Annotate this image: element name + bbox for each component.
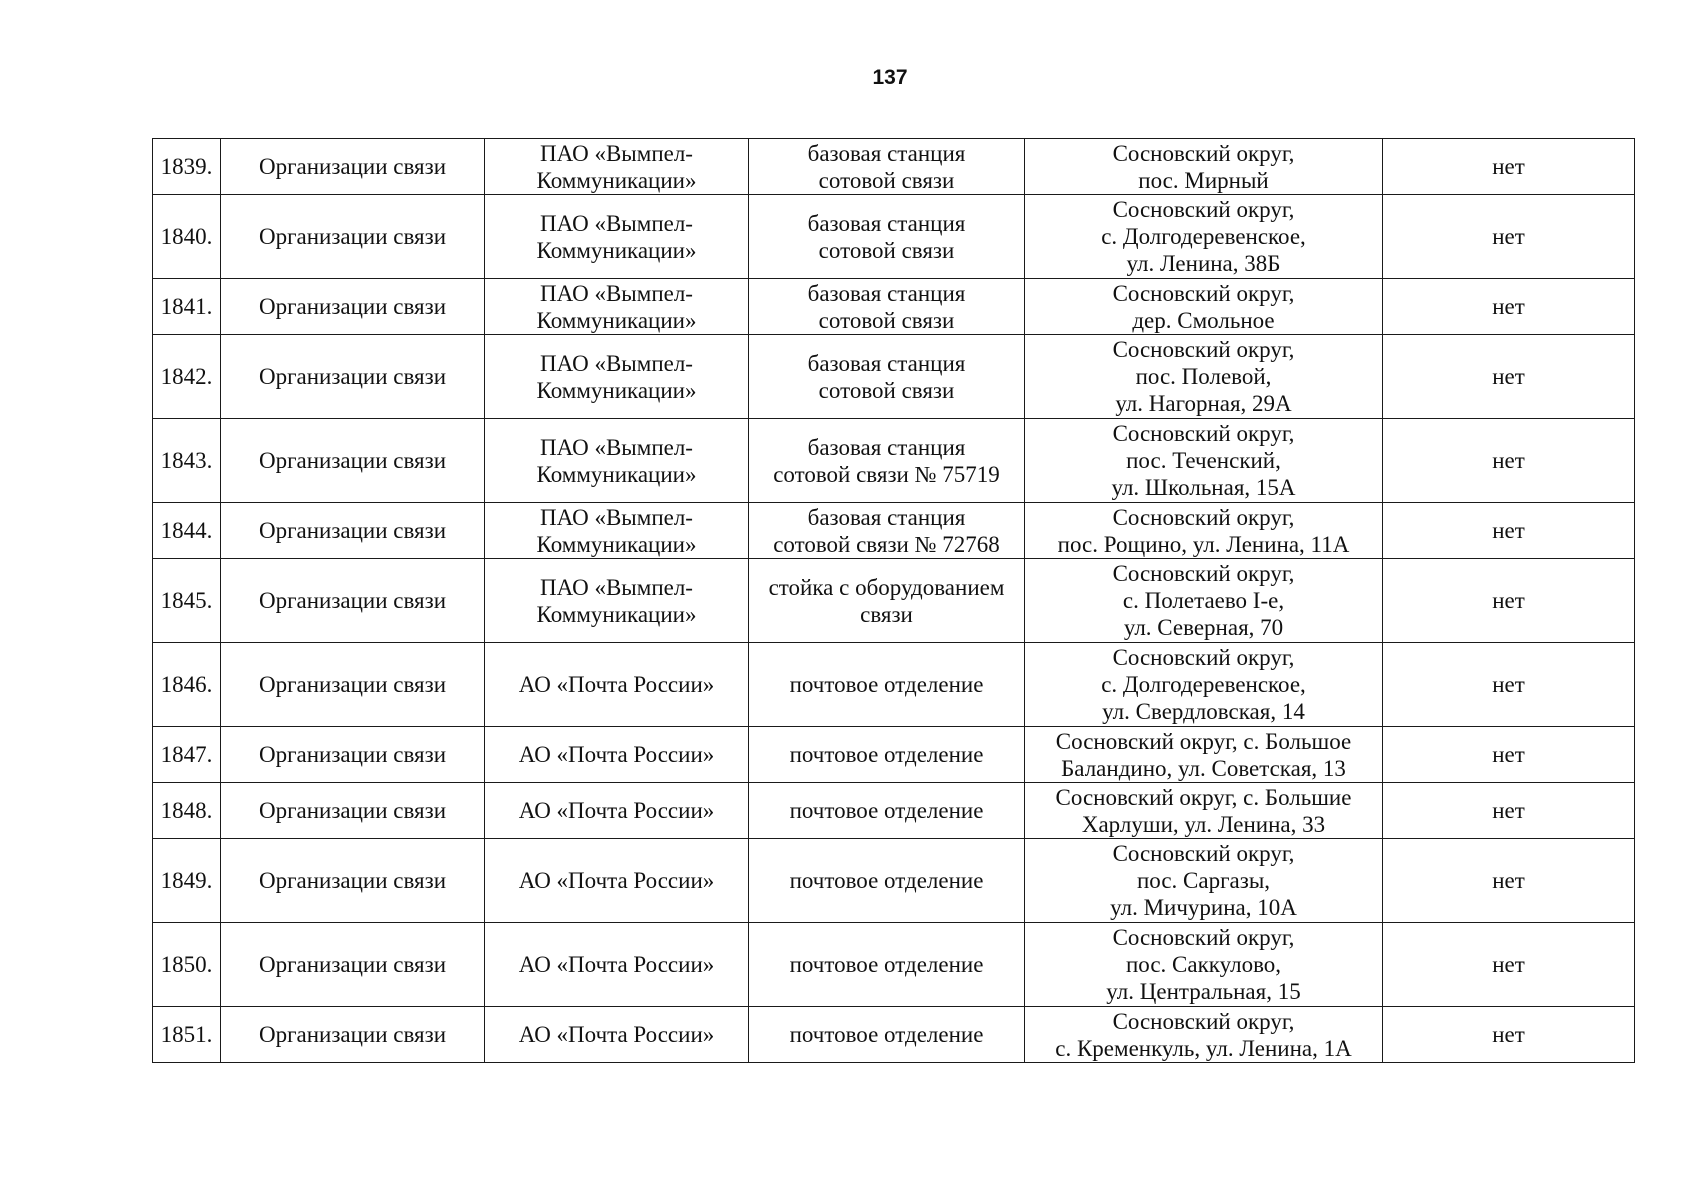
status-cell: нет	[1383, 839, 1635, 923]
object-type-cell: базовая станция сотовой связи	[749, 279, 1025, 335]
category-cell: Организации связи	[221, 195, 485, 279]
organization-cell: ПАО «Вымпел- Коммуникации»	[485, 279, 749, 335]
row-number-cell: 1850.	[153, 923, 221, 1007]
row-number-cell: 1845.	[153, 559, 221, 643]
organization-cell: ПАО «Вымпел- Коммуникации»	[485, 559, 749, 643]
table-row	[153, 139, 1635, 195]
category-cell: Организации связи	[221, 923, 485, 1007]
table-row	[153, 279, 1635, 335]
organization-cell: ПАО «Вымпел- Коммуникации»	[485, 419, 749, 503]
category-cell: Организации связи	[221, 783, 485, 839]
address-cell: Сосновский округ, с. Большое Баландино, ул. Советская, 13	[1025, 727, 1383, 783]
organization-cell: ПАО «Вымпел- Коммуникации»	[485, 335, 749, 419]
address-cell: Сосновский округ, пос. Полевой, ул. Нагорная, 29А	[1025, 335, 1383, 419]
table-row	[153, 643, 1635, 727]
organization-cell: АО «Почта России»	[485, 727, 749, 783]
address-cell: Сосновский округ, пос. Мирный	[1025, 139, 1383, 195]
category-cell: Организации связи	[221, 419, 485, 503]
table-row	[153, 783, 1635, 839]
row-number-cell: 1848.	[153, 783, 221, 839]
table-row	[153, 727, 1635, 783]
address-cell: Сосновский округ, пос. Теченский, ул. Школьная, 15А	[1025, 419, 1383, 503]
status-cell: нет	[1383, 923, 1635, 1007]
status-cell: нет	[1383, 783, 1635, 839]
category-cell: Организации связи	[221, 335, 485, 419]
organization-cell: АО «Почта России»	[485, 783, 749, 839]
registry-table	[152, 138, 1635, 1063]
status-cell: нет	[1383, 727, 1635, 783]
address-cell: Сосновский округ, с. Кременкуль, ул. Ленина, 1А	[1025, 1007, 1383, 1063]
table-row	[153, 559, 1635, 643]
address-cell: Сосновский округ, пос. Рощино, ул. Ленина, 11А	[1025, 503, 1383, 559]
table-row	[153, 839, 1635, 923]
status-cell: нет	[1383, 643, 1635, 727]
row-number-cell: 1844.	[153, 503, 221, 559]
row-number-cell: 1841.	[153, 279, 221, 335]
object-type-cell: базовая станция сотовой связи № 72768	[749, 503, 1025, 559]
status-cell: нет	[1383, 1007, 1635, 1063]
category-cell: Организации связи	[221, 503, 485, 559]
row-number-cell: 1849.	[153, 839, 221, 923]
row-number-cell: 1851.	[153, 1007, 221, 1063]
row-number-cell: 1847.	[153, 727, 221, 783]
table-row	[153, 923, 1635, 1007]
address-cell: Сосновский округ, пос. Саргазы, ул. Мичурина, 10А	[1025, 839, 1383, 923]
object-type-cell: базовая станция сотовой связи № 75719	[749, 419, 1025, 503]
registry-body	[153, 139, 1635, 1063]
address-cell: Сосновский округ, с. Долгодеревенское, ул. Свердловская, 14	[1025, 643, 1383, 727]
status-cell: нет	[1383, 139, 1635, 195]
organization-cell: АО «Почта России»	[485, 839, 749, 923]
status-cell: нет	[1383, 279, 1635, 335]
object-type-cell: базовая станция сотовой связи	[749, 139, 1025, 195]
organization-cell: АО «Почта России»	[485, 1007, 749, 1063]
category-cell: Организации связи	[221, 139, 485, 195]
row-number-cell: 1846.	[153, 643, 221, 727]
status-cell: нет	[1383, 419, 1635, 503]
category-cell: Организации связи	[221, 839, 485, 923]
address-cell: Сосновский округ, пос. Саккулово, ул. Центральная, 15	[1025, 923, 1383, 1007]
organization-cell: ПАО «Вымпел- Коммуникации»	[485, 139, 749, 195]
table-row	[153, 195, 1635, 279]
object-type-cell: почтовое отделение	[749, 643, 1025, 727]
object-type-cell: стойка с оборудованием связи	[749, 559, 1025, 643]
category-cell: Организации связи	[221, 1007, 485, 1063]
organization-cell: АО «Почта России»	[485, 923, 749, 1007]
address-cell: Сосновский округ, дер. Смольное	[1025, 279, 1383, 335]
row-number-cell: 1842.	[153, 335, 221, 419]
object-type-cell: базовая станция сотовой связи	[749, 195, 1025, 279]
status-cell: нет	[1383, 503, 1635, 559]
object-type-cell: почтовое отделение	[749, 839, 1025, 923]
category-cell: Организации связи	[221, 727, 485, 783]
object-type-cell: почтовое отделение	[749, 727, 1025, 783]
organization-cell: ПАО «Вымпел- Коммуникации»	[485, 503, 749, 559]
category-cell: Организации связи	[221, 643, 485, 727]
status-cell: нет	[1383, 559, 1635, 643]
object-type-cell: почтовое отделение	[749, 923, 1025, 1007]
address-cell: Сосновский округ, с. Большие Харлуши, ул. Ленина, 33	[1025, 783, 1383, 839]
page-number: 137	[872, 66, 908, 89]
object-type-cell: базовая станция сотовой связи	[749, 335, 1025, 419]
table-row	[153, 503, 1635, 559]
organization-cell: АО «Почта России»	[485, 643, 749, 727]
object-type-cell: почтовое отделение	[749, 783, 1025, 839]
address-cell: Сосновский округ, с. Долгодеревенское, ул. Ленина, 38Б	[1025, 195, 1383, 279]
row-number-cell: 1840.	[153, 195, 221, 279]
object-type-cell: почтовое отделение	[749, 1007, 1025, 1063]
table-row	[153, 1007, 1635, 1063]
row-number-cell: 1843.	[153, 419, 221, 503]
table-row	[153, 419, 1635, 503]
row-number-cell: 1839.	[153, 139, 221, 195]
category-cell: Организации связи	[221, 559, 485, 643]
organization-cell: ПАО «Вымпел- Коммуникации»	[485, 195, 749, 279]
table-row	[153, 335, 1635, 419]
status-cell: нет	[1383, 335, 1635, 419]
status-cell: нет	[1383, 195, 1635, 279]
category-cell: Организации связи	[221, 279, 485, 335]
address-cell: Сосновский округ, с. Полетаево I-е, ул. Северная, 70	[1025, 559, 1383, 643]
